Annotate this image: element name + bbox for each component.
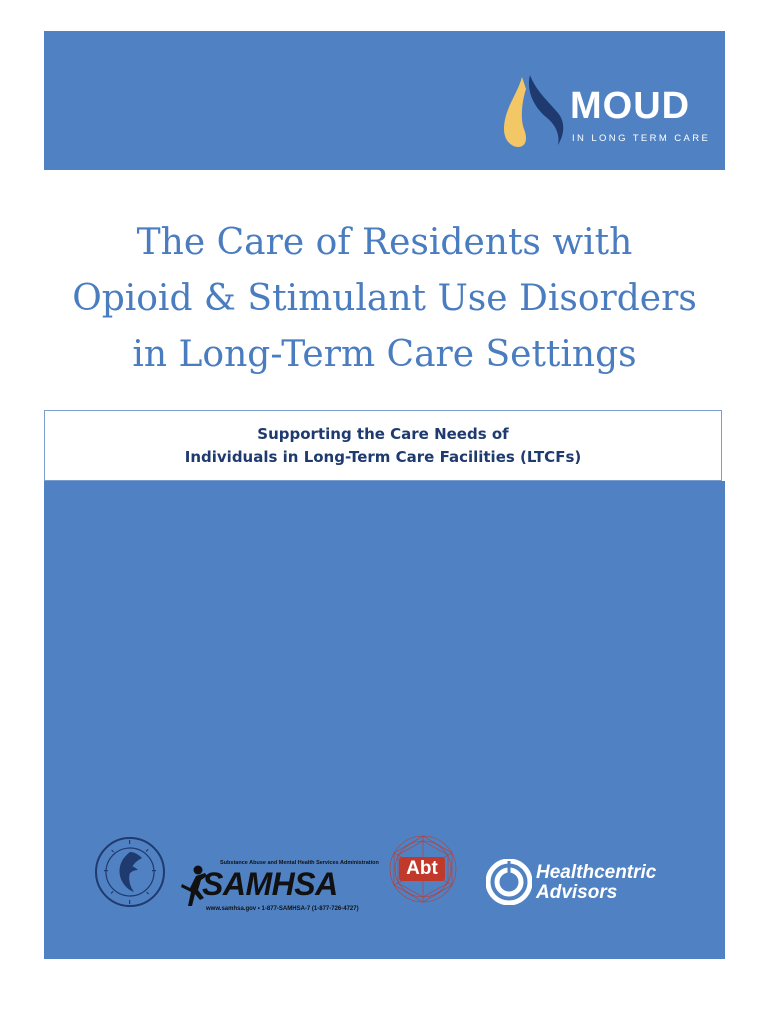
abt-logo <box>388 833 462 907</box>
moud-tagline: IN LONG TERM CARE <box>572 133 711 144</box>
hhs-seal-logo <box>94 836 166 908</box>
subtitle-box <box>44 410 722 481</box>
title-line-2: Opioid & Stimulant Use Disorders <box>72 278 697 319</box>
subtitle-line-1: Supporting the Care Needs of <box>257 425 509 443</box>
abt-wordmark: Abt <box>399 857 445 881</box>
title-line-1: The Care of Residents with <box>136 222 633 263</box>
healthcentric-logo <box>486 855 686 911</box>
healthcentric-circle-icon <box>486 859 532 905</box>
moud-wordmark: MOUD <box>570 85 691 127</box>
samhsa-logo <box>180 860 379 920</box>
subtitle-line-2: Individuals in Long-Term Care Facilities (LTCFs) <box>184 448 582 466</box>
healthcentric-name: Healthcentric <box>536 862 657 883</box>
moud-logo <box>500 73 710 153</box>
samhsa-tagline: Substance Abuse and Mental Health Services Administration <box>220 860 379 866</box>
page-title <box>44 215 725 383</box>
healthcentric-advisors: Advisors <box>536 882 618 903</box>
samhsa-contact: www.samhsa.gov • 1-877-SAMHSA-7 (1-877-726-4727) <box>206 906 359 912</box>
moud-flame-icon <box>500 73 570 153</box>
hhs-seal-icon <box>94 836 166 908</box>
title-line-3: in Long-Term Care Settings <box>132 334 637 375</box>
samhsa-wordmark: SAMHSA <box>202 866 338 902</box>
top-banner <box>44 31 725 170</box>
